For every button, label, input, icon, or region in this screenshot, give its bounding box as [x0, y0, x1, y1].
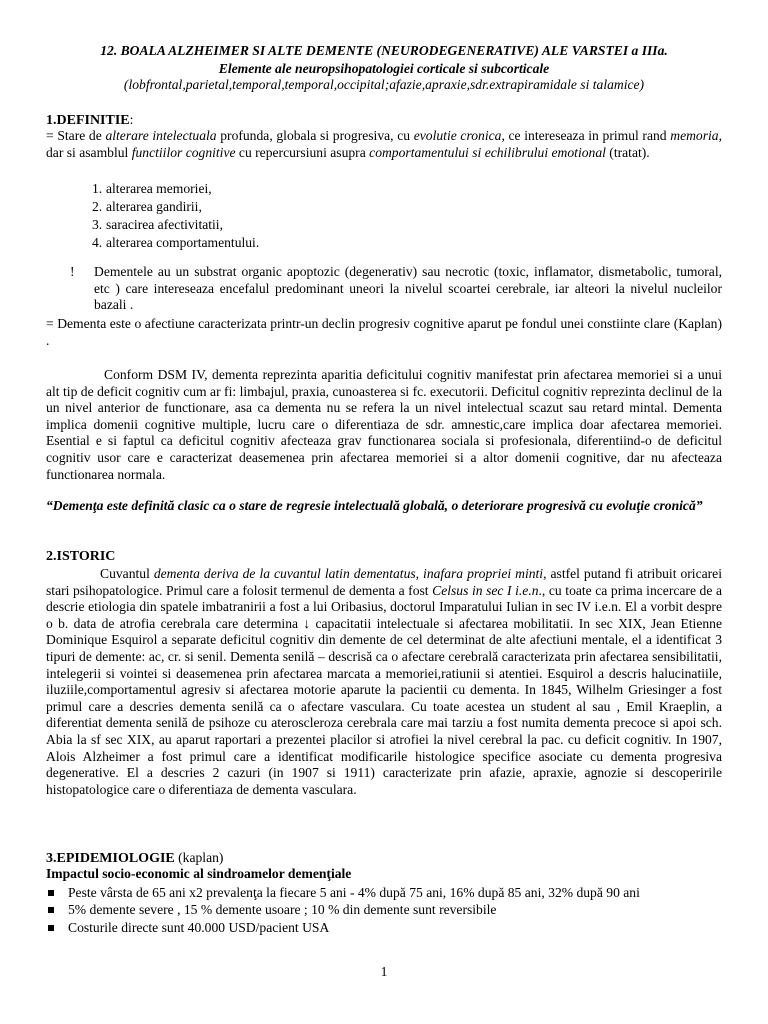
- list-item: [46, 885, 722, 900]
- text-run: profunda, globala si progresiva, cu: [216, 128, 414, 143]
- section-epidemiologie-heading: [46, 850, 722, 868]
- text-run: cu repercursiuni asupra: [235, 144, 370, 160]
- list-item: [46, 920, 722, 935]
- emphasis-run: functiilor cognitive: [131, 144, 236, 160]
- heading-epidemiologie: 3.EPIDEMIOLOGIE: [46, 851, 175, 866]
- text-run: (tratat).: [605, 144, 650, 160]
- symptom-list: [46, 180, 722, 252]
- epidemiology-subheading: Impactul socio-economic al sindroamelor demenţiale: [46, 866, 352, 881]
- bullet-text: 5% demente severe , 15 % demente usoare ; 10 % din demente sunt reversibile: [68, 902, 497, 918]
- bullet-text: Peste vârsta de 65 ani x2 prevalenţa la fiecare 5 ani - 4% după 75 ani, 16% după 85 ani, 32% după 90 ani: [68, 885, 640, 900]
- text-run: , astfel putand fi atribuit oricarei stari psihopatologice. Primul care a folosit termenul de dementa a fost: [46, 566, 722, 598]
- definition-paragraph: [46, 128, 722, 161]
- emphasis-run: Celsus in sec I i.e.n: [432, 582, 539, 598]
- section-definitie-heading: [46, 112, 722, 130]
- bullet-text: Costurile directe sunt 40.000 USD/pacient USA: [68, 919, 330, 935]
- text-run: , ce intereseaza in primul rand: [501, 128, 671, 143]
- list-number: 1.: [92, 181, 103, 196]
- note-block: [46, 264, 722, 314]
- emphasis-run: memoria: [670, 128, 719, 143]
- emphasis-run: alterare intelectuala: [105, 128, 217, 143]
- list-item: [46, 216, 722, 234]
- dsm-paragraph: Conform DSM IV, dementa reprezinta aparitia deficitului cognitiv manifestat prin afectarea memoriei si a unui alt tip de deficit cognitiv cum ar fi: limbajul, praxia, cunoasterea si fc. executorii. Deficitul cognitiv reprezinta declinul de la un nivel anterior de functionare, asa ca dementa nu se refera la un nivel intelectual scazut sau retard mintal. Dementa implica domenii cognitive multiple, lucru care o diferentiaza de sdr. amnestic,care implica doar afectarea memoriei. Esential e si faptul ca deficitul cognitiv afecteaza grav functionarea sociala si profesionala, diferentiind-o de deficitul cognitiv usor care e caracterizat deasemenea prin afectarea memoriei si a altor domenii cognitive, dar nu afecteaza functionarea normala.: [46, 367, 722, 482]
- heading-istoric: 2.ISTORIC: [46, 549, 116, 564]
- document-subtitle-topics: (lobfrontal,parietal,temporal,temporal,occipital;afazie,apraxie,sdr.extrapiramidale si talamice): [123, 77, 645, 92]
- exclamation-marker: !: [70, 264, 75, 279]
- list-text: alterarea gandirii,: [106, 199, 202, 214]
- text-run: ., cu toate ca prima incercare de a descrie etiologia din spatele imbatranirii a fost a lui Oribasius, doctorul Imparatului Iulian in sec IV i.e.n. El a vorbit despre o b. data de atrofia cerebrala care determina ↓ capacitatii intelectuale si afectarea mobilitatii. In sec XIX, Jean Etienne Dominique Esquirol a separate deficitul cognitiv din demente de cel determinat de alte afectiuni mentale, el a identificat 3 tipuri de demente: ac, cr. si senil. Dementa senilă – descrisă ca o afectare cerebrală caracterizata prin afectarea sensibilitatii, intelegerii si vointei si deasemenea prin afectarea marcata a memoriei,ratiunii si atentiei. Esquirol a descris halucinatiile, iluziile,comportamentul agresiv si afectarea motorie aparute la pacientii cu dementa. In 1845, Wilhelm Griesinger a fost primul care a descries dementa senilă ca o afectare vasculara. Cu toate acestea un student al sau , Emil Kraeplin, a diferentiat dementa senilă de psihoze cu ateroscleroza cerebrala care mai tarziu a fost numita dementa precoce si apoi sch. Abia la sf sec XIX, au aparut raportari a prezentei placilor si atrofiei la nivel cerebral la pac. cu deficit cognitiv. In 1907, Alois Alzheimer a fost primul care a identificat modificarile histologice specifice asociate cu dementa progresiva degenerative. El a descries 2 cazuri (in 1907 si 1911) caracterizate prin afazie, apraxie, agnozie si descoperirile histopatologice care o diferentiaza de dementa vasculara.: [46, 582, 722, 797]
- list-item: [46, 902, 722, 917]
- page-number: 1: [380, 964, 388, 979]
- heading-suffix: (kaplan): [174, 850, 224, 865]
- list-number: 3.: [92, 217, 103, 232]
- note-text: Dementele au un substrat organic apoptozic (degenerativ) sau necrotic (toxic, inflamator, dismetabolic, tumoral, etc ) care intereseaza encefalul predominant uneori la nivelul scoartei cerebrale, iar alteori la nivelul nucleilor bazali .: [94, 264, 722, 313]
- document-title: 12. BOALA ALZHEIMER SI ALTE DEMENTE (NEURODEGENERATIVE) ALE VARSTEI a IIIa.: [100, 43, 668, 58]
- list-item: [46, 198, 722, 216]
- section-istoric-heading: [46, 548, 722, 566]
- emphasis-run: comportamentului si echilibrului emotional: [369, 144, 606, 160]
- list-number: 2.: [92, 199, 103, 214]
- heading-definitie: 1.DEFINITIE: [46, 113, 130, 128]
- definition-quote: “Demenţa este definită clasic ca o stare de regresie intelectuală globală, o deteriorare progresivă cu evoluţie cronică”: [46, 498, 703, 513]
- definition-kaplan: [46, 316, 722, 349]
- text-run: Stare de: [53, 128, 106, 143]
- list-item: [46, 180, 722, 198]
- list-number: 4.: [92, 235, 103, 250]
- list-item: [46, 234, 722, 252]
- heading-colon: :: [129, 112, 134, 127]
- istoric-paragraph: [46, 566, 722, 798]
- definition-kaplan-text: Dementa este o afectiune caracterizata printr-un declin progresiv cognitive aparut pe fondul unei constiinte clare (Kaplan) .: [46, 316, 722, 348]
- equals-marker: =: [46, 128, 54, 143]
- epidemiology-bullets: [46, 885, 722, 935]
- list-text: saracirea afectivitatii,: [106, 217, 223, 232]
- bullet-square-icon: [48, 890, 54, 896]
- emphasis-run: evolutie cronica: [413, 128, 502, 143]
- document-subtitle: Elemente ale neuropsihopatologiei corticale si subcorticale: [218, 61, 550, 76]
- text-run: , dar si asamblul: [46, 128, 723, 160]
- bullet-square-icon: [48, 925, 54, 931]
- emphasis-run: dementa deriva de la cuvantul latin dementatus, inafara propriei minti: [153, 566, 544, 581]
- text-run: Cuvantul: [100, 566, 154, 581]
- equals-marker: =: [46, 316, 54, 331]
- list-text: alterarea comportamentului.: [106, 235, 260, 250]
- list-text: alterarea memoriei,: [106, 181, 212, 196]
- bullet-square-icon: [48, 907, 54, 913]
